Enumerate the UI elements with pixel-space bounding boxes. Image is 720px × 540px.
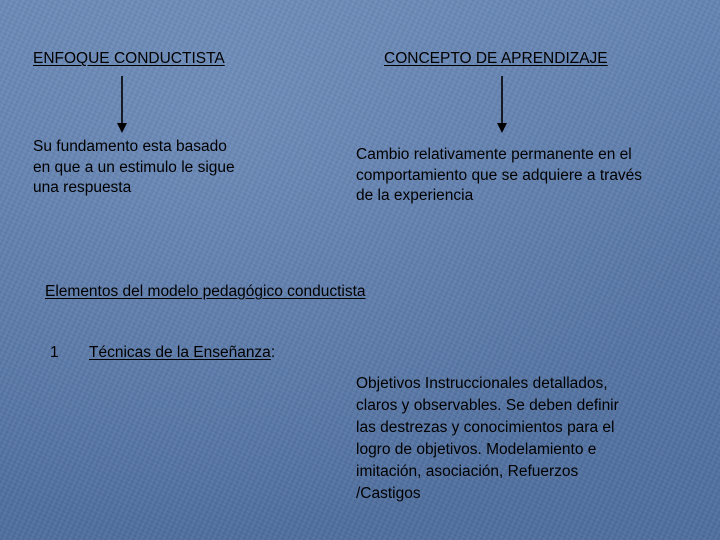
item-title: Técnicas de la Enseñanza xyxy=(89,344,271,361)
item-description-line: Objetivos Instruccionales detallados, xyxy=(356,375,608,392)
item-description-line: las destrezas y conocimientos para el xyxy=(356,419,615,436)
concepto-line: Cambio relativamente permanente en el xyxy=(356,146,632,163)
concepto-heading: CONCEPTO DE APRENDIZAJE xyxy=(384,50,608,67)
section-heading: Elementos del modelo pedagógico conductista xyxy=(45,283,366,300)
down-arrow-icon xyxy=(495,76,509,134)
item-description-line: logro de objetivos. Modelamiento e xyxy=(356,441,597,458)
item-description-line: imitación, asociación, Refuerzos xyxy=(356,463,579,480)
concepto-line: comportamiento que se adquiere a través xyxy=(356,166,643,184)
enfoque-line: en que a un estimulo le sigue xyxy=(33,158,235,176)
concepto-description xyxy=(356,145,642,207)
concepto-line: de la experiencia xyxy=(356,187,474,204)
down-arrow-icon xyxy=(115,76,129,134)
item-title-row xyxy=(89,343,275,364)
enfoque-line: Su fundamento esta basado xyxy=(33,138,227,155)
enfoque-description xyxy=(33,137,235,199)
item-description xyxy=(356,373,619,505)
item-description-line: /Castigos xyxy=(356,485,421,502)
enfoque-heading: ENFOQUE CONDUCTISTA xyxy=(33,50,225,67)
item-number: 1 xyxy=(50,344,59,361)
enfoque-line: una respuesta xyxy=(33,179,132,196)
item-colon: : xyxy=(270,344,276,361)
item-description-line: claros y observables. Se deben definir xyxy=(356,397,619,414)
